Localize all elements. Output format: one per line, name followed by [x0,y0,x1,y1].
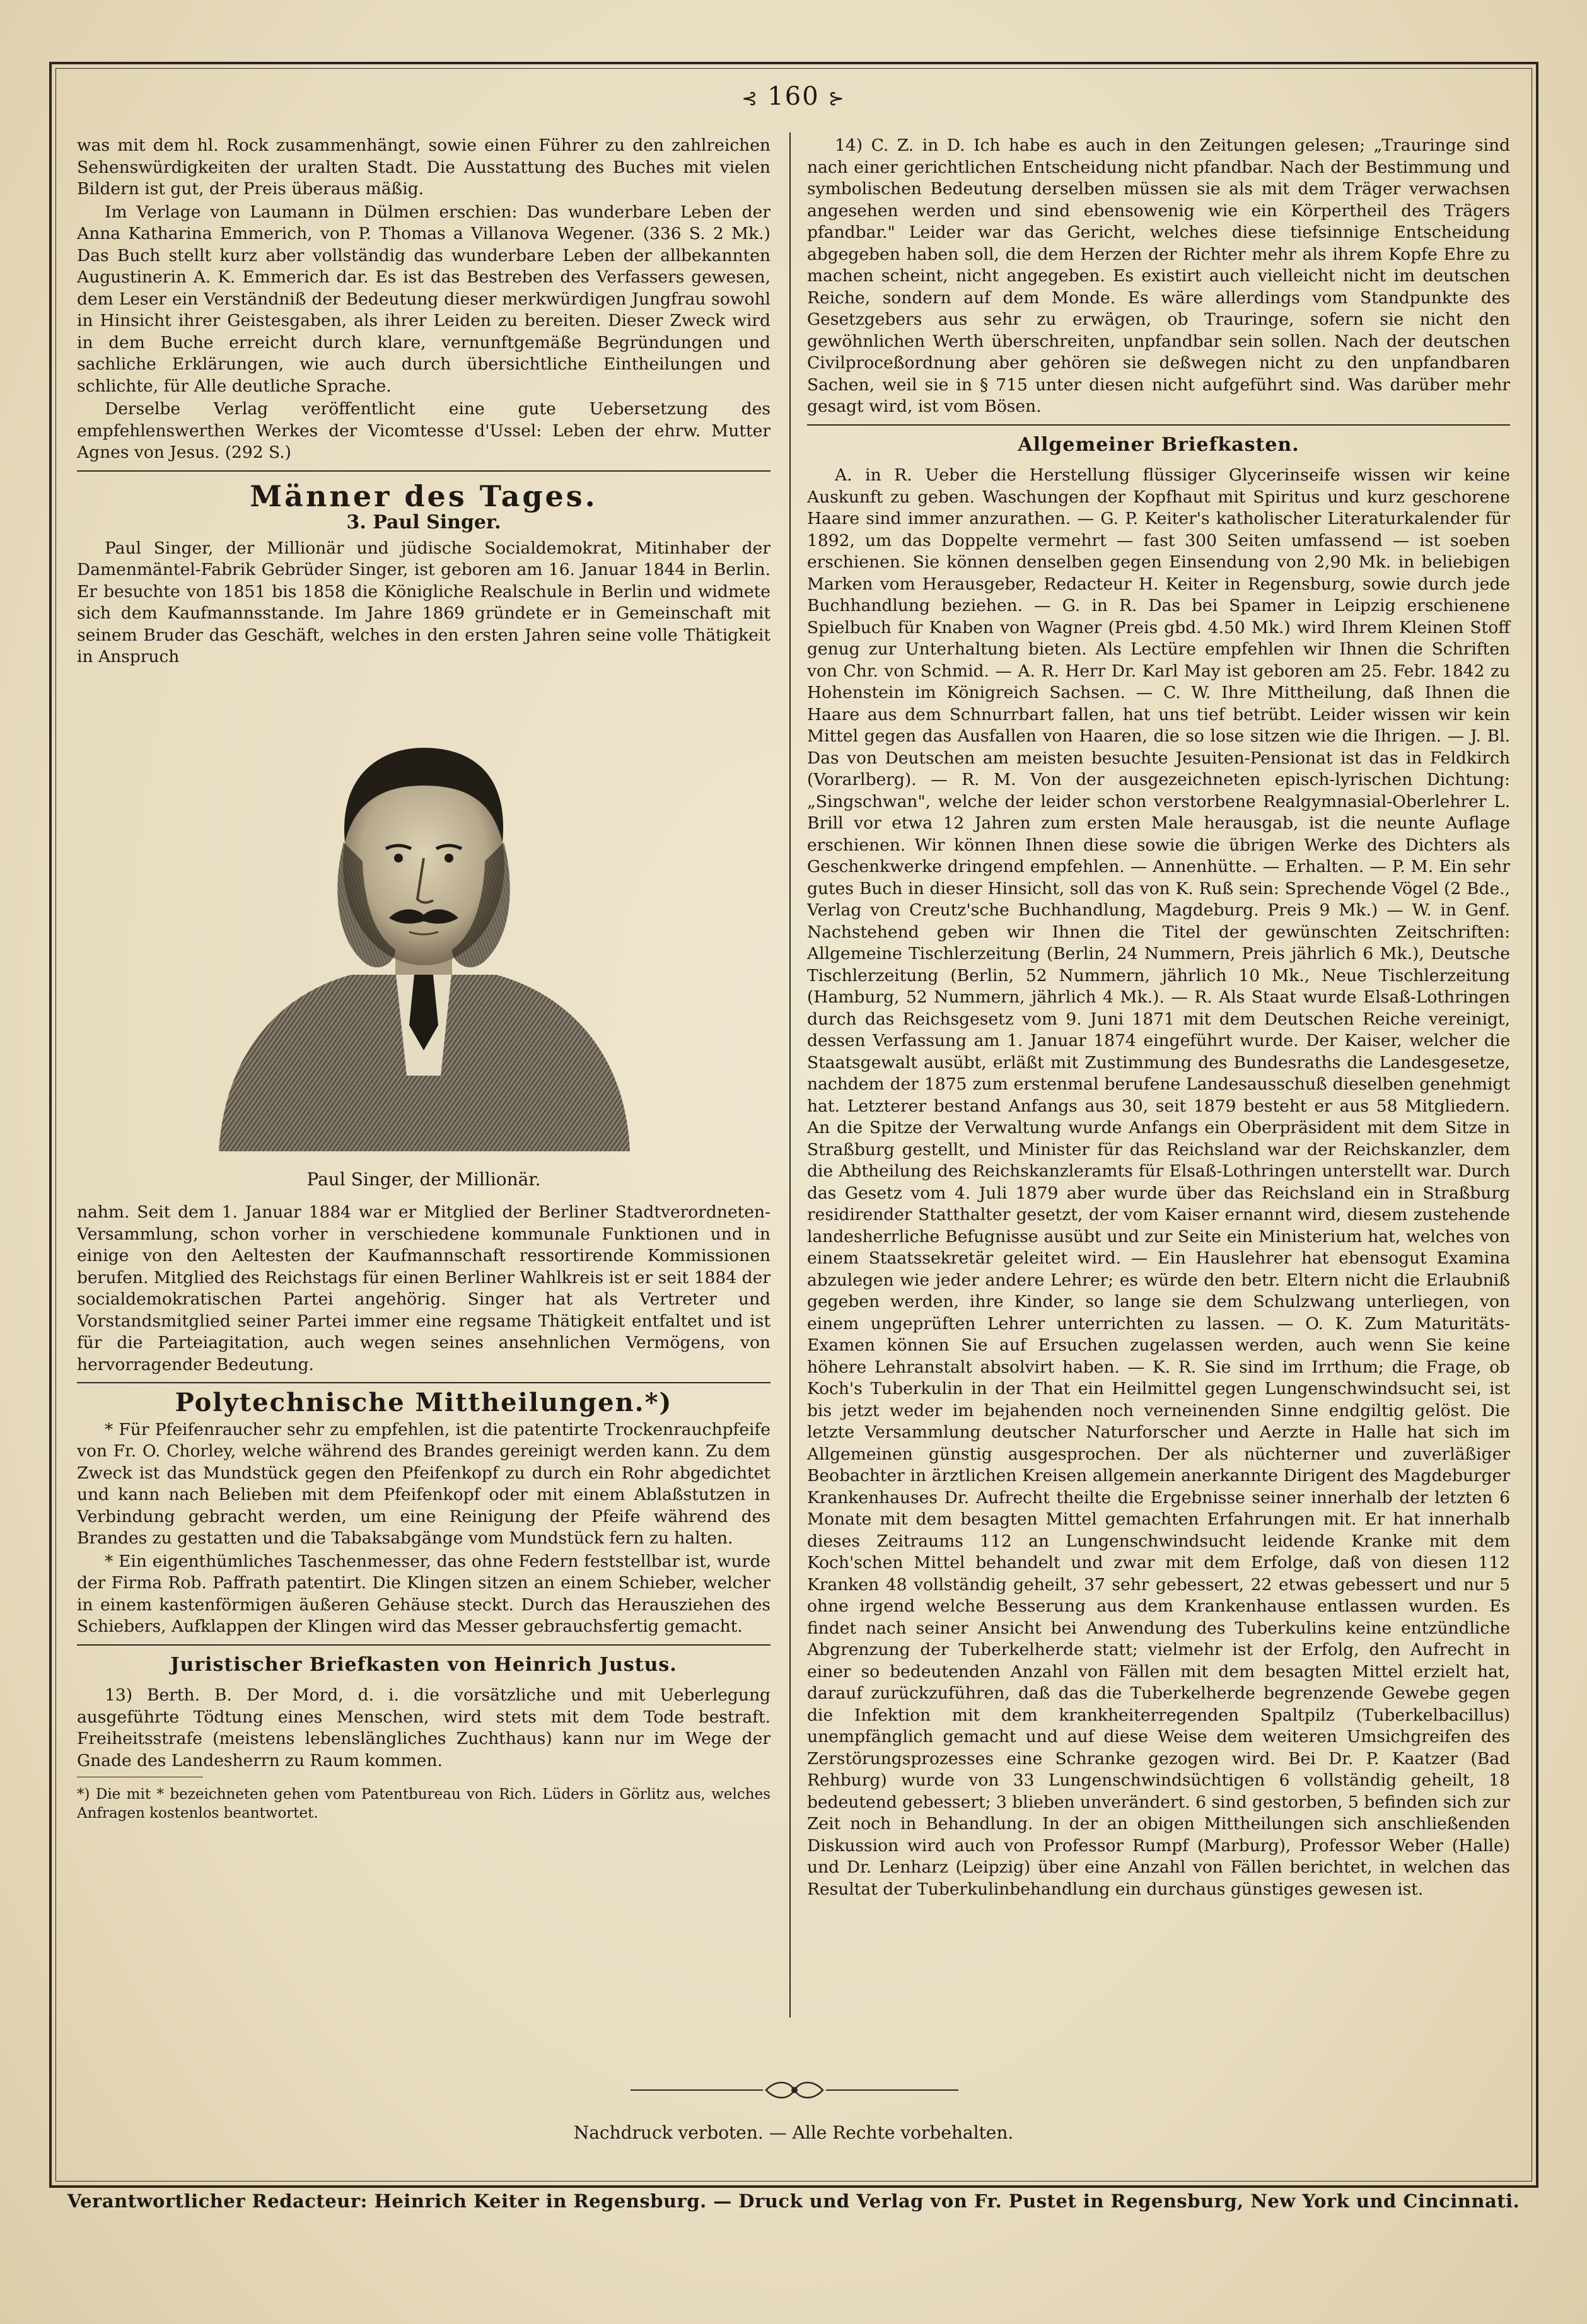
right-column [807,135,1510,1902]
allgemeiner-title: Allgemeiner Briefkasten. [1018,433,1299,456]
section-rule [807,424,1510,426]
portrait-engraving-icon [206,697,641,1151]
page-number: ⊰ 160 ⊱ [741,82,846,111]
polytechnische-paragraph-2: * Ein eigenthümliches Taschenmesser, das ohne Federn feststellbar ist, wurde der Firma Rob. Paffrath patentirt. Die Klingen sitzen an einem Schieber, welcher in einem kastenförmigen äußeren Gehäuse steckt. Durch das Herausziehen des Schiebers, Aufklappen der Klingen wird das Messer gebrauchsfertig gemacht. [77,1551,770,1636]
juristischer-title: Juristischer Briefkasten von Heinrich Justus. [170,1653,677,1676]
left-column [77,135,770,1824]
portrait-caption: Paul Singer, der Millionär. [306,1168,541,1190]
decorative-ornament-icon [631,2077,958,2103]
juristischer-paragraph-14: 14) C. Z. in D. Ich habe es auch in den Zeitungen gelesen; „Trauringe sind nach einer gerichtlichen Entscheidung nicht pfandbar. Nach der Bestimmung und symbolischen Bedeutung derselben müssen sie als mit dem Träger verwachsen angesehen werden und sind ebensowenig wie ein Körpertheil des Trägers pfandbar." Leider war das Gericht, welches diese tiefsinnige Entscheidung abgegeben haben soll, die dem Herzen der Richter mehr als ihrem Kopfe Ehre zu machen scheint, nicht angegeben. Es existirt auch vielleicht nicht im deutschen Reiche, sondern auf dem Monde. Es wäre allerdings vom Standpunkte des Gesetzgebers aus sehr zu erwägen, ob Trauringe, sofern sie nicht den gewöhnlichen Werth überschreiten, unpfandbar sein sollen. Nach der deutschen Civilproceßordnung aber gehören sie deßwegen nicht zu den unpfandbaren Sachen, weil sie in § 715 unter diesen nicht aufgeführt sind. Was darüber mehr gesagt wird, ist vom Bösen. [807,136,1510,416]
footnote: *) Die mit * bezeichneten gehen vom Patentbureau von Rich. Lüders in Görlitz aus, welches Anfragen kostenlos beantwortet. [77,1786,770,1821]
intro-paragraph-3: Derselbe Verlag veröffentlicht eine gute Uebersetzung des empfehlenswerthen Werkes der Vicomtesse d'Ussel: Leben der ehrw. Mutter Agnes von Jesus. (292 S.) [77,399,770,462]
section-rule [77,470,770,472]
intro-paragraph-1: was mit dem hl. Rock zusammenhängt, sowie einen Führer zu den zahlreichen Sehenswürdigkeiten der uralten Stadt. Die Ausstattung des Buches mit vielen Bildern ist gut, der Preis überaus mäßig. [77,136,770,199]
singer-paragraph-2: nahm. Seit dem 1. Januar 1884 war er Mitglied der Berliner Stadtverordneten-Versammlung, schon vorher in verschiedene kommunale Funktionen und in einige von den Aeltesten der Kaufmannschaft ressortirende Kommissionen berufen. Mitglied des Reichstags für einen Berliner Wahlkreis ist er seit 1884 der socialdemokratischen Partei angehörig. Singer hat als Vertreter und Vorstandsmitglied seiner Partei immer eine regsame Thätigkeit entfaltet und ist für die Parteiagitation, auch wegen seines ansehnlichen Vermögens, von hervorragender Bedeutung. [77,1202,770,1374]
polytechnische-title: Polytechnische Mittheilungen.*) [175,1388,673,1417]
ornament-left-icon: ⊰ [741,88,759,110]
section-rule [77,1644,770,1646]
maenner-subtitle: 3. Paul Singer. [346,511,501,533]
ornament-right-icon: ⊱ [828,88,846,110]
imprint-line: Verantwortlicher Redacteur: Heinrich Keiter in Regensburg. — Druck und Verlag von Fr. Pustet in Regensburg, New York und Cincinnati. [67,2190,1520,2212]
allgemeiner-paragraph: A. in R. Ueber die Herstellung flüssiger Glycerinseife wissen wir keine Auskunft zu geben. Waschungen der Kopfhaut mit Spiritus und kurz geschorene Haare sind immer anzurathen. — G. P. Keiter's katholischer Literaturkalender für 1892, um das Doppelte vermehrt — fast 300 Seiten umfassend — ist soeben erschienen. Sie können denselben gegen Einsendung von 2,90 Mk. in beliebigen Marken vom Herausgeber, Redacteur H. Keiter in Regensburg, sowie durch jede Buchhandlung beziehen. — G. in R. Das bei Spamer in Leipzig erschienene Spielbuch für Knaben von Wagner (Preis gbd. 4.50 Mk.) wird Ihrem Kleinen Stoff genug zur Unterhaltung bieten. Als Lectüre empfehlen wir Ihnen die Schriften von Chr. von Schmid. — A. R. Herr Dr. Karl May ist geboren am 25. Febr. 1842 zu Hohenstein im Königreich Sachsen. — C. W. Ihre Mittheilung, daß Ihnen die Haare aus dem Schnurrbart fallen, hat uns tief betrübt. Leider wissen wir kein Mittel gegen das Ausfallen von Haaren, die so lose sitzen wie die Ihrigen. — J. Bl. Das von Deutschen am meisten besuchte Jesuiten-Pensionat ist das in Feldkirch (Vorarlberg). — R. M. Von der ausgezeichneten episch-lyrischen Dichtung: „Singschwan", welche der leider schon verstorbene Realgymnasial-Oberlehrer L. Brill vor etwa 12 Jahren zum ersten Male herausgab, ist die neunte Auflage erschienen. Wir können Ihnen diese sowie die übrigen Werke des Dichters als Geschenkwerke dringend empfehlen. — Annenhütte. — Erhalten. — P. M. Ein sehr gutes Buch in dieser Hinsicht, soll das von K. Ruß sein: Sprechende Vögel (2 Bde., Verlag von Creutz'sche Buchhandlung, Magdeburg. Preis 9 Mk.) — W. in Genf. Nachstehend geben wir Ihnen die Titel der gewünschten Zeitschriften: Allgemeine Tischlerzeitung (Berlin, 24 Nummern, Preis jährlich 6 Mk.), Deutsche Tischlerzeitung (Berlin, 52 Nummern, jährlich 10 Mk., Neue Tischlerzeitung (Hamburg, 52 Nummern, jährlich 4 Mk.). — R. Als Staat wurde Elsaß-Lothringen durch das Reichsgesetz vom 9. Juni 1871 mit dem Deutschen Reiche vereinigt, dessen Verfassung am 1. Januar 1874 eingeführt wurde. Der Kaiser, welcher die Staatsgewalt ausübt, erläßt mit Zustimmung des Bundesraths die Landesgesetze, nachdem der 1875 zum erstenmal berufene Landesausschuß dieselben genehmigt hat. Letzterer bestand Anfangs aus 30, seit 1879 besteht er aus 58 Mitgliedern. An die Spitze der Verwaltung wurde Anfangs ein Oberpräsident mit dem Sitze in Straßburg gestellt, und Minister für das Reichsland war der Reichskanzler, dem die Abtheilung des Reichskanzleramts für Elsaß-Lothringen unterstellt war. Durch das Gesetz vom 4. Juli 1879 aber wurde über das Reichsland ein in Straßburg residirender Statthalter gesetzt, der vom Kaiser ernannt wird, diesem zustehende landesherrliche Befugnisse ausübt und zur Seite ein Ministerium hat, welches von einem Staatssekretär geleitet wird. — Ein Hauslehrer hat ebensogut Examina abzulegen wie jeder andere Lehrer; es würde den betr. Eltern nicht die Erlaubniß gegeben werden, ihre Kinder, so lange sie dem Schulzwang unterliegen, von einem ungeprüften Lehrer unterrichten zu lassen. — O. K. Zum Maturitäts-Examen können Sie auf Ersuchen zugelassen werden, auch wenn Sie keine höhere Lehranstalt absolvirt haben. — K. R. Sie sind im Irrthum; die Frage, ob Koch's Tuberkulin in der That ein Heilmittel gegen Lungenschwindsucht sei, ist bis jetzt weder im bejahenden noch verneinenden Sinne endgiltig gelöst. Die letzte Versammlung deutscher Naturforscher und Aerzte in Halle hat sich im Allgemeinen günstig ausgesprochen. Der als nüchterner und zuverläßiger Beobachter in ärztlichen Kreisen allgemein anerkannte Dirigent des Magdeburger Krankenhauses Dr. Aufrecht theilte die Ergebnisse seiner innerhalb der letzten 6 Monate mit dem besagten Mittel gemachten Erfahrungen mit. Er hat innerhalb dieses Zeitraums 112 an Lungenschwindsucht leidende Kranke mit dem Koch'schen Mittel behandelt und zwar mit dem Erfolge, daß von diesen 112 Kranken 48 vollständig geheilt, 37 sehr gebessert, 22 etwas gebessert und nur 5 ohne irgend welche Besserung aus dem Krankenhause entlassen wurden. Es findet nach seiner Ansicht bei Anwendung des Tuberkulins keine entzündliche Abgrenzung der Tuberkelherde statt; vielmehr ist der Erfolg, den Aufrecht in einer so bedeutenden Anzahl von Fällen mit dem besagten Mittel erzielt hat, darauf zurückzuführen, daß das die Tuberkelherde begrenzende Gewebe gegen die Infektion mit dem krankheiterregenden Spaltpilz (Tuberkelbacillus) unempfänglich gemacht und auf diese Weise dem weiteren Umsichgreifen des Zerstörungsprozesses eine Schranke gezogen wird. Bei Dr. P. Kaatzer (Bad Rehburg) wurde von 33 Lungenschwindsüchtigen 6 vollständig geheilt, 18 bedeutend gebessert; 3 blieben unverändert. 6 sind gestorben, 5 befinden sich zur Zeit noch in Behandlung. In der an obigen Mittheilungen sich anschließenden Diskussion wird auch von Professor Rumpf (Marburg), Professor Weber (Halle) und Dr. Lenharz (Leipzig) über eine Anzahl von Fällen berichtet, in welchen das Resultat der Tuberkulinbehandlung ein durchaus günstiges gewesen ist. [807,465,1510,1899]
singer-paragraph-1: Paul Singer, der Millionär und jüdische Socialdemokrat, Mitinhaber der Damenmäntel-Fabrik Gebrüder Singer, ist geboren am 16. Januar 1844 in Berlin. Er besuchte von 1851 bis 1858 die Königliche Realschule in Berlin und widmete sich dem Kaufmannsstande. Im Jahre 1869 gründete er in Gemeinschaft mit seinem Bruder das Geschäft, welches in den ersten Jahren seine volle Thätigkeit in Anspruch [77,538,770,666]
portrait-figure [77,697,770,1191]
juristischer-paragraph-1: 13) Berth. B. Der Mord, d. i. die vorsätzliche und mit Ueberlegung ausgeführte Tödtung eines Menschen, wird stets mit dem Tode bestraft. Freiheitsstrafe (meistens lebenslängliches Zuchthaus) kann nur im Wege der Gnade des Landesherrn zu Raum kommen. [77,1685,770,1770]
maenner-title: Männer des Tages. [250,479,598,513]
intro-paragraph-2: Im Verlage von Laumann in Dülmen erschien: Das wunderbare Leben der Anna Katharina Emmerich, von P. Thomas a Villanova Wegener. (336 S. 2 Mk.) Das Buch stellt kurz aber vollständig das wunderbare Leben der allbekannten Augustinerin A. K. Emmerich dar. Es ist das Bestreben des Verfassers gewesen, dem Leser ein Verständniß der Bedeutung dieser merkwürdigen Jungfrau sowohl in Hinsicht ihrer Geistesgaben, als ihrer Leiden zu bereiten. Dieser Zweck wird in dem Buche erreicht durch klare, vernunftgemäße Begründungen und sachliche Erklärungen, wie auch durch übersichtliche Eintheilungen und schlichte, für Alle deutliche Sprache. [77,202,770,396]
column-divider [789,132,791,2018]
polytechnische-paragraph-1: * Für Pfeifenraucher sehr zu empfehlen, ist die patentirte Trockenrauchpfeife von Fr. O. Chorley, welche während des Brandes gereinigt werden kann. Zu dem Zweck ist das Mundstück gegen den Pfeifenkopf zu durch ein Rohr abgedichtet und kann nach Belieben mit dem Pfeifenkopf oder mit einem Ablaßstutzen in Verbindung gebracht werden, um eine Reinigung der Pfeife während des Brandes zu gestatten und die Tabaksabgänge vom Mundstück fern zu halten. [77,1419,770,1548]
section-rule [77,1382,770,1383]
rights-notice: Nachdruck verboten. — Alle Rechte vorbehalten. [573,2122,1014,2143]
